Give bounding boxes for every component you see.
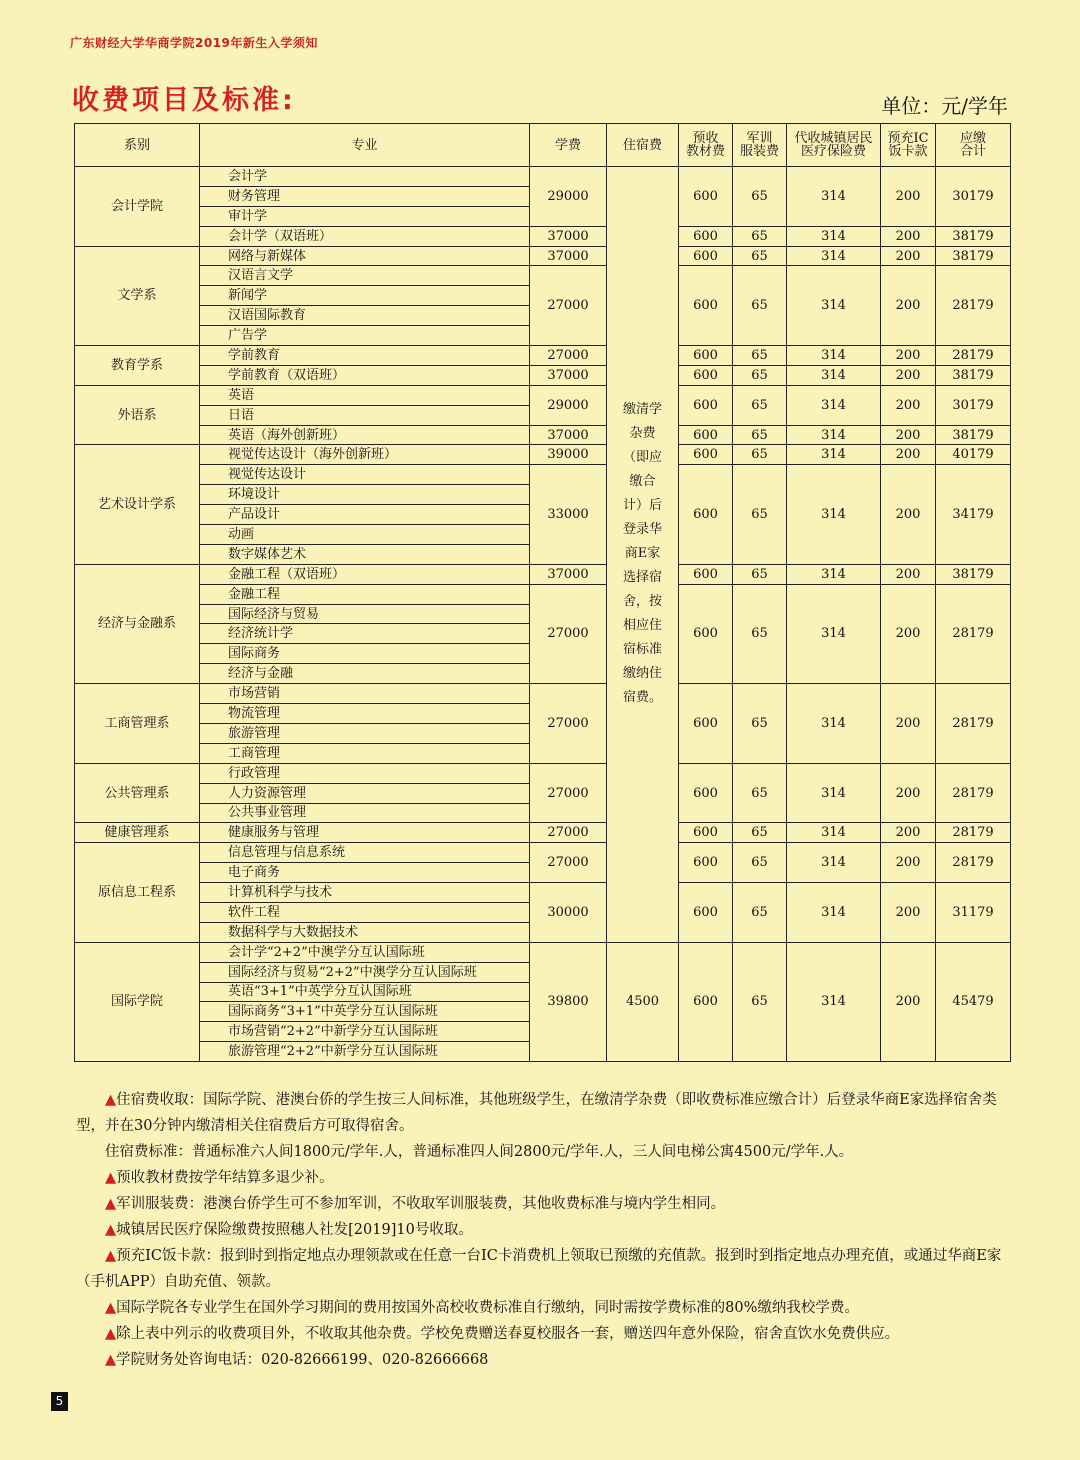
insurance-fee-cell: 314	[787, 942, 881, 1061]
ic-card-cell: 200	[881, 584, 936, 683]
major-cell: 动画	[200, 525, 530, 545]
major-cell: 网络与新媒体	[200, 246, 530, 266]
triangle-bullet-icon: ▲	[105, 1300, 117, 1316]
major-cell: 金融工程（双语班）	[200, 564, 530, 584]
table-row	[75, 167, 1011, 187]
table-row	[75, 246, 1011, 266]
ic-card-cell: 200	[881, 226, 936, 246]
insurance-fee-cell: 314	[787, 465, 881, 564]
note-text: 除上表中列示的收费项目外，不收取其他杂费。学校免费赠送春夏校服各一套，赠送四年意外保险，宿舍直饮水免费供应。	[116, 1326, 900, 1342]
department-cell: 教育学系	[75, 346, 200, 386]
note-paragraph	[76, 1165, 1012, 1191]
insurance-fee-cell: 314	[787, 385, 881, 425]
major-cell: 国际经济与贸易	[200, 604, 530, 624]
major-cell: 新闻学	[200, 286, 530, 306]
major-cell: 旅游管理“2+2”中新学分互认国际班	[200, 1042, 530, 1062]
major-cell: 物流管理	[200, 704, 530, 724]
book-fee-cell: 600	[679, 942, 733, 1061]
note-text: 城镇居民医疗保险缴费按照穗人社发[2019]10号收取。	[116, 1222, 473, 1238]
total-cell: 28179	[936, 684, 1011, 764]
department-cell: 经济与金融系	[75, 564, 200, 683]
tuition-cell: 37000	[530, 246, 607, 266]
insurance-fee-cell: 314	[787, 226, 881, 246]
major-cell: 健康服务与管理	[200, 823, 530, 843]
note-paragraph	[76, 1087, 1012, 1139]
major-cell: 人力资源管理	[200, 783, 530, 803]
total-cell: 31179	[936, 883, 1011, 943]
major-cell: 汉语言文学	[200, 266, 530, 286]
total-cell: 28179	[936, 823, 1011, 843]
book-fee-cell: 600	[679, 843, 733, 883]
column-header: 预收 教材费	[679, 124, 733, 167]
insurance-fee-cell: 314	[787, 445, 881, 465]
tuition-cell: 27000	[530, 684, 607, 764]
tuition-cell: 33000	[530, 465, 607, 564]
table-row	[75, 445, 1011, 465]
insurance-fee-cell: 314	[787, 684, 881, 764]
total-cell: 28179	[936, 584, 1011, 683]
table-row	[75, 684, 1011, 704]
book-fee-cell: 600	[679, 445, 733, 465]
column-header: 预充IC 饭卡款	[881, 124, 936, 167]
ic-card-cell: 200	[881, 167, 936, 227]
major-cell: 视觉传达设计	[200, 465, 530, 485]
note-text: 住宿费收取：国际学院、港澳台侨的学生按三人间标准，其他班级学生，在缴清学杂费（即收费标准应缴合计）后登录华商E家选择宿舍类型，并在30分钟内缴清相关住宿费后方可取得宿舍。	[76, 1092, 997, 1134]
major-cell: 视觉传达设计（海外创新班）	[200, 445, 530, 465]
triangle-bullet-icon: ▲	[105, 1196, 117, 1212]
insurance-fee-cell: 314	[787, 823, 881, 843]
table-row	[75, 385, 1011, 405]
uniform-fee-cell: 65	[733, 843, 787, 883]
book-fee-cell: 600	[679, 365, 733, 385]
uniform-fee-cell: 65	[733, 226, 787, 246]
uniform-fee-cell: 65	[733, 883, 787, 943]
major-cell: 学前教育（双语班）	[200, 365, 530, 385]
major-cell: 汉语国际教育	[200, 306, 530, 326]
note-paragraph	[76, 1243, 1012, 1295]
ic-card-cell: 200	[881, 266, 936, 346]
book-fee-cell: 600	[679, 167, 733, 227]
tuition-cell: 27000	[530, 823, 607, 843]
ic-card-cell: 200	[881, 365, 936, 385]
book-fee-cell: 600	[679, 823, 733, 843]
book-fee-cell: 600	[679, 425, 733, 445]
insurance-fee-cell: 314	[787, 883, 881, 943]
note-paragraph	[76, 1347, 1012, 1373]
dorm-fee-note: 缴清学杂费（即应缴合计）后登录华商E家选择宿舍，按相应住宿标准缴纳住宿费。	[607, 167, 679, 943]
ic-card-cell: 200	[881, 843, 936, 883]
table-row	[75, 883, 1011, 903]
tuition-cell: 29000	[530, 385, 607, 425]
column-header: 应缴 合计	[936, 124, 1011, 167]
major-cell: 财务管理	[200, 186, 530, 206]
department-cell: 公共管理系	[75, 763, 200, 823]
uniform-fee-cell: 65	[733, 385, 787, 425]
major-cell: 经济统计学	[200, 624, 530, 644]
total-cell: 38179	[936, 226, 1011, 246]
ic-card-cell: 200	[881, 823, 936, 843]
tuition-cell: 37000	[530, 564, 607, 584]
book-fee-cell: 600	[679, 266, 733, 346]
major-cell: 经济与金融	[200, 664, 530, 684]
total-cell: 28179	[936, 346, 1011, 366]
major-cell: 市场营销“2+2”中新学分互认国际班	[200, 1022, 530, 1042]
table-row	[75, 584, 1011, 604]
note-paragraph	[76, 1139, 1012, 1165]
note-text: 军训服装费：港澳台侨学生可不参加军训，不收取军训服装费，其他收费标准与境内学生相同。	[116, 1196, 726, 1212]
note-text: 预充IC饭卡款：报到时到指定地点办理领款或在任意一台IC卡消费机上领取已预缴的充值款。报到时到指定地点办理充值，或通过华商E家（手机APP）自助充值、领款。	[76, 1248, 1002, 1290]
book-fee-cell: 600	[679, 246, 733, 266]
department-cell: 会计学院	[75, 167, 200, 247]
total-cell: 38179	[936, 425, 1011, 445]
uniform-fee-cell: 65	[733, 425, 787, 445]
tuition-cell: 37000	[530, 365, 607, 385]
page-number: 5	[51, 1392, 68, 1411]
major-cell: 英语（海外创新班）	[200, 425, 530, 445]
uniform-fee-cell: 65	[733, 246, 787, 266]
uniform-fee-cell: 65	[733, 942, 787, 1061]
table-header-row	[75, 124, 1011, 167]
ic-card-cell: 200	[881, 763, 936, 823]
department-cell: 健康管理系	[75, 823, 200, 843]
insurance-fee-cell: 314	[787, 843, 881, 883]
note-paragraph	[76, 1295, 1012, 1321]
major-cell: 公共事业管理	[200, 803, 530, 823]
ic-card-cell: 200	[881, 465, 936, 564]
insurance-fee-cell: 314	[787, 346, 881, 366]
book-fee-cell: 600	[679, 465, 733, 564]
book-fee-cell: 600	[679, 584, 733, 683]
column-header: 住宿费	[607, 124, 679, 167]
triangle-bullet-icon: ▲	[105, 1352, 117, 1368]
ic-card-cell: 200	[881, 425, 936, 445]
column-header: 专业	[200, 124, 530, 167]
triangle-bullet-icon: ▲	[105, 1248, 117, 1264]
section-title: 收费项目及标准:	[72, 85, 296, 116]
table-row	[75, 564, 1011, 584]
major-cell: 审计学	[200, 206, 530, 226]
uniform-fee-cell: 65	[733, 684, 787, 764]
insurance-fee-cell: 314	[787, 266, 881, 346]
note-text: 住宿费标准：普通标准六人间1800元/学年.人，普通标准四人间2800元/学年.人，三人间电梯公寓4500元/学年.人。	[105, 1144, 854, 1160]
major-cell: 软件工程	[200, 902, 530, 922]
major-cell: 会计学“2+2”中澳学分互认国际班	[200, 942, 530, 962]
tuition-cell: 39000	[530, 445, 607, 465]
ic-card-cell: 200	[881, 942, 936, 1061]
major-cell: 行政管理	[200, 763, 530, 783]
department-cell: 工商管理系	[75, 684, 200, 764]
major-cell: 电子商务	[200, 863, 530, 883]
major-cell: 计算机科学与技术	[200, 883, 530, 903]
department-cell: 国际学院	[75, 942, 200, 1061]
uniform-fee-cell: 65	[733, 365, 787, 385]
insurance-fee-cell: 314	[787, 167, 881, 227]
triangle-bullet-icon: ▲	[105, 1170, 117, 1186]
major-cell: 环境设计	[200, 485, 530, 505]
tuition-cell: 37000	[530, 226, 607, 246]
insurance-fee-cell: 314	[787, 365, 881, 385]
major-cell: 英语	[200, 385, 530, 405]
total-cell: 45479	[936, 942, 1011, 1061]
total-cell: 28179	[936, 763, 1011, 823]
insurance-fee-cell: 314	[787, 584, 881, 683]
total-cell: 28179	[936, 843, 1011, 883]
tuition-cell: 27000	[530, 266, 607, 346]
book-fee-cell: 600	[679, 883, 733, 943]
column-header: 系别	[75, 124, 200, 167]
table-row	[75, 942, 1011, 962]
table-row	[75, 226, 1011, 246]
book-fee-cell: 600	[679, 684, 733, 764]
total-cell: 38179	[936, 564, 1011, 584]
book-fee-cell: 600	[679, 385, 733, 425]
major-cell: 国际经济与贸易“2+2”中澳学分互认国际班	[200, 962, 530, 982]
column-header: 代收城镇居民 医疗保险费	[787, 124, 881, 167]
notes-section	[76, 1087, 1012, 1373]
insurance-fee-cell: 314	[787, 763, 881, 823]
total-cell: 40179	[936, 445, 1011, 465]
major-cell: 市场营销	[200, 684, 530, 704]
major-cell: 工商管理	[200, 743, 530, 763]
tuition-cell: 27000	[530, 584, 607, 683]
insurance-fee-cell: 314	[787, 564, 881, 584]
uniform-fee-cell: 65	[733, 564, 787, 584]
fee-table	[74, 123, 1011, 1062]
department-cell: 外语系	[75, 385, 200, 445]
uniform-fee-cell: 65	[733, 266, 787, 346]
note-text: 预收教材费按学年结算多退少补。	[116, 1170, 334, 1186]
total-cell: 38179	[936, 365, 1011, 385]
major-cell: 旅游管理	[200, 723, 530, 743]
ic-card-cell: 200	[881, 564, 936, 584]
major-cell: 国际商务	[200, 644, 530, 664]
table-row	[75, 365, 1011, 385]
major-cell: 会计学（双语班）	[200, 226, 530, 246]
ic-card-cell: 200	[881, 883, 936, 943]
note-paragraph	[76, 1321, 1012, 1347]
tuition-cell: 27000	[530, 346, 607, 366]
triangle-bullet-icon: ▲	[105, 1222, 117, 1238]
column-header: 学费	[530, 124, 607, 167]
note-text: 国际学院各专业学生在国外学习期间的费用按国外高校收费标准自行缴纳，同时需按学费标准的80%缴纳我校学费。	[116, 1300, 859, 1316]
table-row	[75, 763, 1011, 783]
major-cell: 学前教育	[200, 346, 530, 366]
major-cell: 会计学	[200, 167, 530, 187]
table-row	[75, 266, 1011, 286]
total-cell: 30179	[936, 385, 1011, 425]
uniform-fee-cell: 65	[733, 584, 787, 683]
major-cell: 数字媒体艺术	[200, 544, 530, 564]
tuition-cell: 27000	[530, 763, 607, 823]
note-paragraph	[76, 1191, 1012, 1217]
major-cell: 广告学	[200, 326, 530, 346]
total-cell: 38179	[936, 246, 1011, 266]
major-cell: 数据科学与大数据技术	[200, 922, 530, 942]
major-cell: 产品设计	[200, 505, 530, 525]
uniform-fee-cell: 65	[733, 167, 787, 227]
department-cell: 艺术设计学系	[75, 445, 200, 564]
table-row	[75, 823, 1011, 843]
major-cell: 英语“3+1”中英学分互认国际班	[200, 982, 530, 1002]
uniform-fee-cell: 65	[733, 823, 787, 843]
dorm-fee-cell: 4500	[607, 942, 679, 1061]
department-cell: 原信息工程系	[75, 843, 200, 942]
document-header: 广东财经大学华商学院2019年新生入学须知	[70, 36, 318, 50]
ic-card-cell: 200	[881, 385, 936, 425]
note-paragraph	[76, 1217, 1012, 1243]
insurance-fee-cell: 314	[787, 246, 881, 266]
tuition-cell: 29000	[530, 167, 607, 227]
major-cell: 信息管理与信息系统	[200, 843, 530, 863]
book-fee-cell: 600	[679, 564, 733, 584]
triangle-bullet-icon: ▲	[105, 1326, 117, 1342]
uniform-fee-cell: 65	[733, 763, 787, 823]
uniform-fee-cell: 65	[733, 465, 787, 564]
table-row	[75, 346, 1011, 366]
table-row	[75, 425, 1011, 445]
ic-card-cell: 200	[881, 346, 936, 366]
book-fee-cell: 600	[679, 226, 733, 246]
major-cell: 国际商务“3+1”中英学分互认国际班	[200, 1002, 530, 1022]
tuition-cell: 27000	[530, 843, 607, 883]
column-header: 军训 服装费	[733, 124, 787, 167]
tuition-cell: 39800	[530, 942, 607, 1061]
tuition-cell: 30000	[530, 883, 607, 943]
total-cell: 34179	[936, 465, 1011, 564]
book-fee-cell: 600	[679, 346, 733, 366]
department-cell: 文学系	[75, 246, 200, 345]
uniform-fee-cell: 65	[733, 445, 787, 465]
table-row	[75, 465, 1011, 485]
total-cell: 28179	[936, 266, 1011, 346]
triangle-bullet-icon: ▲	[105, 1092, 117, 1108]
table-row	[75, 843, 1011, 863]
note-text: 学院财务处咨询电话：020-82666199、020-82666668	[116, 1352, 489, 1368]
ic-card-cell: 200	[881, 445, 936, 465]
book-fee-cell: 600	[679, 763, 733, 823]
unit-label: 单位：元/学年	[881, 94, 1008, 118]
uniform-fee-cell: 65	[733, 346, 787, 366]
tuition-cell: 37000	[530, 425, 607, 445]
major-cell: 金融工程	[200, 584, 530, 604]
ic-card-cell: 200	[881, 684, 936, 764]
ic-card-cell: 200	[881, 246, 936, 266]
total-cell: 30179	[936, 167, 1011, 227]
table-body	[75, 167, 1011, 1062]
insurance-fee-cell: 314	[787, 425, 881, 445]
major-cell: 日语	[200, 405, 530, 425]
